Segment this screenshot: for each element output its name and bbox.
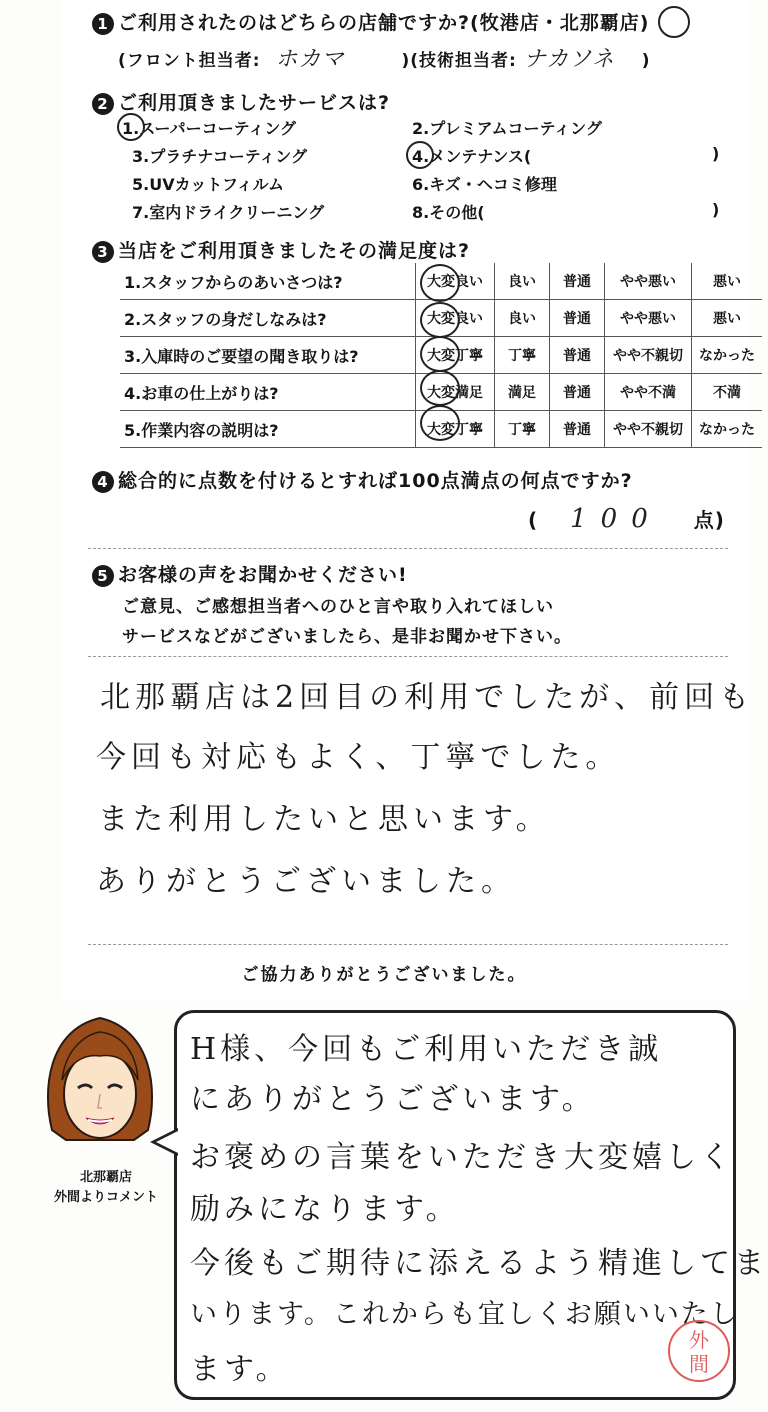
reply-line: ます。 [190,1352,290,1387]
selection-circle [420,264,460,302]
selection-circle [420,302,460,338]
customer-comment-line: 今回も対応もよく、丁寧でした。 [96,740,621,775]
selection-circle [406,141,434,169]
staff-line: (フロント担当者: ホカマ )(技術担当者: ナカソネ ) [118,47,651,72]
divider [88,656,728,657]
question-3: 3 当店をご利用頂きましたその満足度は? [92,236,470,263]
customer-comment-line: 北那覇店は2回目の利用でしたが、前回も [100,680,755,715]
score-value: 100 [570,504,662,534]
divider [88,548,728,549]
score-line: ( 100 点) [528,504,725,534]
reply-line: 励みになります。 [190,1192,460,1227]
service-option: 8.その他( [412,203,485,222]
staff-avatar [38,1010,162,1160]
selection-circle [420,336,460,372]
reply-line: にありがとうございます。 [190,1082,596,1117]
table-row: 5.作業内容の説明は? 大変丁寧 丁寧 普通 やや不親切 なかった [120,411,762,448]
name-seal-stamp: 外 間 [668,1320,730,1382]
reply-line: いります。これからも宜しくお願いいたし [190,1299,739,1330]
staff-comment-label: 外間よりコメント [53,1190,158,1205]
question-2: 2 ご利用頂きましたサービスは? [92,88,390,115]
store-option-makiminato: 牧港店 [479,12,540,34]
question-5: 5 お客様の声をお聞かせください! [92,560,408,587]
service-option: 6.キズ・ヘコミ修理 [412,175,557,194]
service-option: 4.メンテナンス( [412,147,532,166]
table-row: 1.スタッフからのあいさつは? 大変良い 良い 普通 やや悪い 悪い [120,263,762,300]
service-option: 3.プラチナコーティング [132,147,307,166]
table-row: 4.お車の仕上がりは? 大変満足 満足 普通 やや不満 不満 [120,374,762,411]
tech-staff-name: ナカソネ [523,47,615,72]
service-option: 5.UVカットフィルム [132,175,285,194]
reply-line: お褒めの言葉をいただき大変嬉しく [190,1140,734,1175]
selection-circle [658,6,690,38]
question-1: 1 ご利用されたのはどちらの店舗ですか?(牧港店・北那覇店) [92,8,649,35]
store-option-kitanaha: 北那覇店 [559,12,640,34]
customer-comment-line: ありがとうございました。 [96,864,516,899]
table-row: 2.スタッフの身だしなみは? 大変良い 良い 普通 やや悪い 悪い [120,300,762,337]
question-number: 1 [92,13,114,35]
question-4: 4 総合的に点数を付けるとすれば100点満点の何点ですか? [92,466,633,493]
customer-comment-line: また利用したいと思います。 [98,802,551,837]
selection-circle [420,370,460,406]
service-option: 7.室内ドライクリーニング [132,203,325,222]
selection-circle [117,113,145,141]
reply-line: H様、今回もご利用いただき誠 [190,1032,663,1067]
service-option: 1.スーパーコーティング [122,119,297,138]
thanks-message: ご協力ありがとうございました。 [241,965,527,985]
selection-circle [420,405,460,441]
divider [88,944,728,945]
staff-store-label: 北那覇店 [79,1170,132,1185]
reply-line: 今後もご期待に添えるよう精進してま [190,1246,768,1281]
front-staff-name: ホカマ [275,47,345,72]
table-row: 3.入庫時のご要望の聞き取りは? 大変丁寧 丁寧 普通 やや不親切 なかった [120,337,762,374]
service-option: 2.プレミアムコーティング [412,119,602,138]
